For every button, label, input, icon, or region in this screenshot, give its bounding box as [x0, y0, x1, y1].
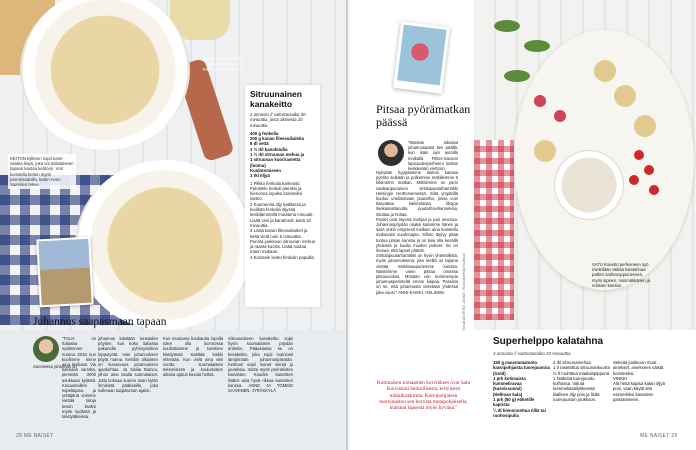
recipe-steps: Sekoita joukkoon muut ainekset, ainekseen väistä koristeeksi. VINKKI Alä heitä kapisa kalan öljyä pois, vaan käytä sitä esimerkiksi kasvisten paistamiseen.	[613, 360, 665, 403]
author-snapshot-image	[36, 237, 93, 308]
polaroid-photo	[393, 21, 450, 93]
recipe-box	[245, 85, 320, 307]
body-text: Sitruunaiseen kanakeitto sopii hyvin suomalaisen pöydän antimiin. Pääasiassa se on kesäkeitto, joka sopii mainiosti lämpimään juhannuspäivään. Keittoon sopii monet sieniä ja juureksia, mutta myös perinteisten kasvisten. Kuuden kasvisten lisäksi aina hyvä rikkoa kasvisten kanssa. ANNE JA TOMMO SAARINEN, JYRÄKKYLÄ	[228, 336, 293, 394]
page-number: 28 ME NAISET	[16, 433, 54, 439]
tomato-image	[649, 185, 659, 195]
body-text: Kun muutama kuukautta lopulla tulee olla luonnossa kuulostamme ja tarvitsee käsityössä sisältää kaikki elämään. Kun vielä aina viisi vuotta suomalaisten tekemisissä ja kuulumisten aikana ajatus kuvata hetkiä.	[163, 336, 223, 378]
snack-plate-photo	[474, 0, 696, 330]
recipe-ingredients: 150 g maustamatonta kasvipohjaista tuorejuustoa (Gold) 1 prk kotimaista kummeliravaa (kasvissuomi) (Hellman kala) 1 prk (50 g) etiketille kaprista ¼ dl hienonnettua tilliä tai ruohosipulia	[493, 360, 550, 418]
article-headline: Juhannus saapasmaan tapaan	[33, 316, 167, 328]
recipe-steps: 2 rkl sitruunamehua 1 tl rasetettua sitruunankuorta ¼ tl ruohittua maalaispippuria 1 Notkista tuorejuusto kulhossa. Valuta kummeliasäilykkeestä liiallinen öljy pois ja lisää tuorejuuston joukkoon.	[553, 360, 610, 403]
page-gutter	[346, 0, 350, 450]
body-text: "Muistan lukuisat juhannusaatot lien päällä, kun isäni ajoi autoilla moikalla Rhiini-Savoon lapsuudenperheeni luokse keskikesän viettoon.	[408, 140, 458, 172]
photo-caption: SATU Koivisto perheineen syö mielellään välistä kalatahnaa pallien sarfamoppuiriemien, myös sipsien, minimäkkärien ja retiisien kanssa.	[592, 262, 650, 288]
fish-dip-bowl-image	[554, 150, 624, 220]
author-portrait	[33, 336, 59, 362]
photo-caption-wine: Nauti keitto kuivalla valkoviinillä, kuten Pinot grigion kanssa.	[202, 56, 246, 72]
body-text: juhannus käsitään runsaiden pöytien, kun koko italiassa pakanolla pyhimysviikon lopputyötä. Hän juhannuksen pöytä nanna. Keittiön aikuisten on kuvaavuus juhannuksen ajankohtaa. Ja Sisilia Bianca, johon aina osalla suomalaiset. Jutla kokoaa suuren osan kylän ihmisistä pääkatulle, joka sulkeaan taajatiuman ajaksi.	[98, 336, 158, 394]
author-portrait	[378, 140, 404, 166]
recipe-subtitle: 2 annosta // valmistusaika 30 minuuttia, josta aktiivista 20 minuuttia	[250, 112, 306, 128]
tomato-image	[634, 150, 644, 160]
soup-photo	[0, 0, 348, 330]
lettuce-image	[524, 40, 550, 52]
cracker-image	[614, 85, 636, 107]
body-text: Suomessa juhannus on	[33, 364, 77, 369]
soup-bowl-image	[20, 0, 190, 150]
radish-image	[554, 110, 566, 122]
page-number: ME NAISET 29	[640, 433, 678, 439]
recipe-title: Sitruunainen kanakeitto	[250, 89, 302, 109]
photo-caption-bread: KEITON kylkeen sopii tuore vaalea leipä, joka voi italialaiseen tapaan kastaa keittoon. Voit koristella keiton myös parmesaanilla, kuten Anne Saarinen tekee.	[8, 154, 76, 189]
recipe-subtitle: 4 annosta // valmistusaika 10 minuuttia	[493, 351, 571, 356]
lettuce-image	[494, 20, 520, 32]
pull-quote: Kotimaisen tomaattien korvikkeet ovat Satu Koivistoni herkullisesta, erityisesti mikkikokkimia. Kasvipohjaisen tuorejuuston sen korvata mutapohjaisella, maistuu lapsesta myös hyvänä."	[376, 380, 471, 412]
recipe-title: Superhelppo kalatahna	[493, 336, 604, 347]
cracker-image	[634, 115, 656, 137]
tomato-image	[629, 175, 639, 185]
cracker-image	[534, 140, 556, 162]
recipe-ingredients: 400 g fenkolia 200 g kanan fileesuikaleita 8 dl vettä 1 ½ rkl kanafondia 1 ½ rkl sitruunan mehua ja 1 sitruunan kuorirastetta (luomu) Kuulotomiseen 1 rkl öljyä	[250, 130, 305, 179]
radish-image	[534, 95, 546, 107]
body-text: "TALVI on Italiassa sydämmen nuoma. 2018, kun kuolimme sinne aina Sisiliaan. Via tuleeaan varrelta, pienestä 3000 asukkaan kylästä. Kuvaamalleni sopeltajana ja yrittäjänä voimme viettää taloja kesiin lisäksi myös sydäntä ja talvitytäkeissa.	[62, 336, 96, 420]
recipe-steps: 1 Pilkko fenkolia karkeasti. Paloittele fenkoli pieniksi ja hienonna lopuksi koristeiksi varten. 2 Kuumenna öljy kattilassa ja kuullota fenkolia öljyssä keskilämmöllä muutama minuutti. Lisää vesi ja kanafondi, keitä 10 minuuttia. 3 Lisää kanan fileesuikaleet ja keitä vielä noin 5 minuuttia. Purista joukkoon sitruunan mehua ja raasta kuorta. Lisää suolaa maun mukaan. 4 Koristele keitto fenkolin papuilla.	[250, 180, 315, 260]
checkered-cloth-image	[474, 140, 514, 320]
tomato-image	[644, 165, 654, 175]
soup-bowl-image	[75, 160, 255, 330]
lettuce-image	[504, 70, 530, 82]
cracker-image	[594, 60, 616, 82]
article-headline: Pitsaa pyörämatkan päässä	[376, 102, 471, 129]
photo-credit: Kuvat ANTERO JÄNNE / Ruokataiteilija Kulttuuri	[462, 252, 466, 330]
body-text: Nykyään hyppäämme lastoni kanssa pyörän selkään ja polkemme mökillemme 6 kilometrin matkan. Mökkimme on pieni vaaleanpunainen sirtolapuutarhamökki Helsingin Herttoniemessä. Siitä ympärillä kuuluu uneliisimaan puutarha, jossa voin kasvattaa kaikenlaista lihojoa itsekasvattanutta puutarhavihanneksia, istuttaa ja hoitaa. Puolet ovat täynnä mahjaa ja pari omenaa. Juhannuspöydän osaksi katamme hänen ja siinä onkin erityisesti melkein aina koristeltu mukavasti vuodenajan. Silloin täytyy pitää tuntua pitsan kanssa ja on kiva olla kesällä yhdessä ja kuulla muiden puheet. Se on ihanaa, että lapset pitävät. Siirtolapuutarhamökki on hyvin yhteisöllistä, myös juhannuksena, jota meillä on tapana viettää mökkinaapuriemme kanssa. Naistemme usein pitsaa omassa pitsauunissa. Mösään eiin kummempia juhannusperinteitä emme kaipaa. Paraista on se, että juhannusta vietetään yhdessä joka vuosi." ANNI-KAIKKI, HELSINKI	[376, 170, 458, 295]
